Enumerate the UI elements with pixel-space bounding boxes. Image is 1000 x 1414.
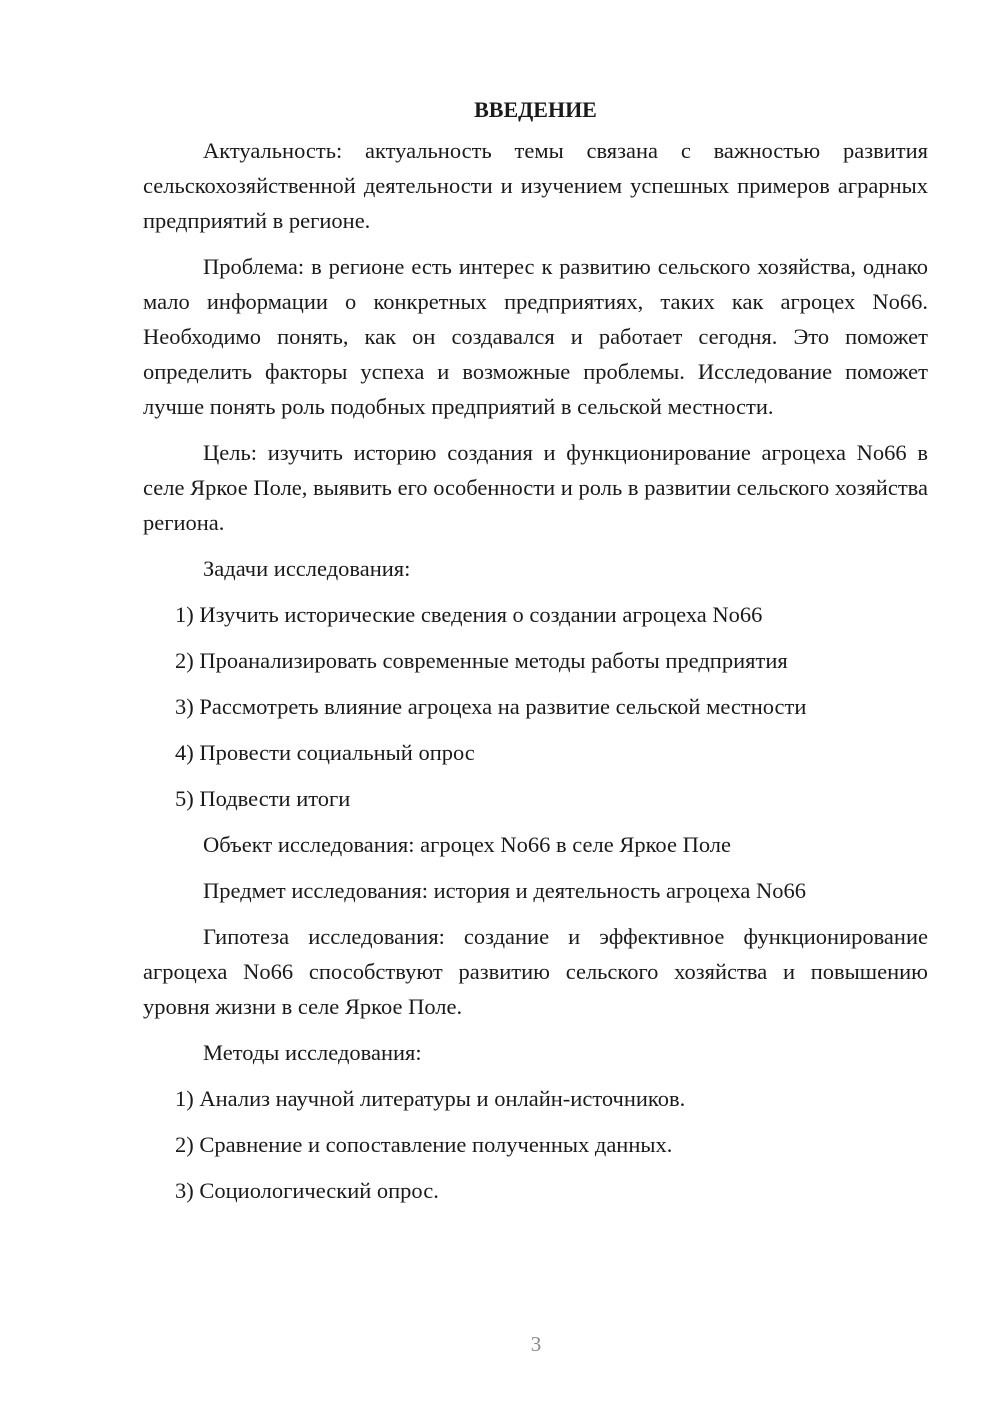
- page-number: 3: [530, 1332, 542, 1356]
- list-item: 2) Сравнение и сопоставление полученных данных.: [175, 1132, 673, 1157]
- object-line: Объект исследования: агроцех No66 в селе Яркое Поле: [203, 832, 731, 857]
- list-item: 1) Изучить исторические сведения о создании агроцеха No66: [175, 602, 763, 627]
- methods-heading: Методы исследования:: [203, 1040, 422, 1065]
- tasks-heading: Задачи исследования:: [203, 556, 411, 581]
- list-item: 3) Социологический опрос.: [175, 1178, 439, 1203]
- list-item: 5) Подвести итоги: [175, 786, 351, 811]
- problem-paragraph: Проблема: в регионе есть интерес к развитию сельского хозяйства, однако мало информации о конкретных предприятиях, таких как агроцех No66. Необходимо понять, как он создавался и работает сегодня. Это поможет определить факторы успеха и возможные проблемы. Исследование поможет лучше понять роль подобных предприятий в сельской местности.: [143, 254, 928, 419]
- list-item: 3) Рассмотреть влияние агроцеха на развитие сельской местности: [175, 694, 807, 719]
- page-content: [143, 92, 928, 1219]
- hypothesis-paragraph: Гипотеза исследования: создание и эффективное функционирование агроцеха No66 способствуют развитию сельского хозяйства и повышению уровня жизни в селе Яркое Поле.: [143, 924, 928, 1019]
- relevance-paragraph: Актуальность: актуальность темы связана с важностью развития сельскохозяйственной деятельности и изучением успешных примеров аграрных предприятий в регионе.: [143, 138, 928, 233]
- subject-line: Предмет исследования: история и деятельность агроцеха No66: [203, 878, 806, 903]
- methods-list: [143, 1081, 928, 1208]
- section-title: ВВЕДЕНИЕ: [474, 97, 597, 122]
- list-item: 2) Проанализировать современные методы работы предприятия: [175, 648, 788, 673]
- list-item: 1) Анализ научной литературы и онлайн-источников.: [175, 1086, 686, 1111]
- goal-paragraph: Цель: изучить историю создания и функционирование агроцеха No66 в селе Яркое Поле, выявить его особенности и роль в развитии сельского хозяйства региона.: [143, 440, 928, 535]
- list-item: 4) Провести социальный опрос: [175, 740, 475, 765]
- tasks-list: [143, 597, 928, 816]
